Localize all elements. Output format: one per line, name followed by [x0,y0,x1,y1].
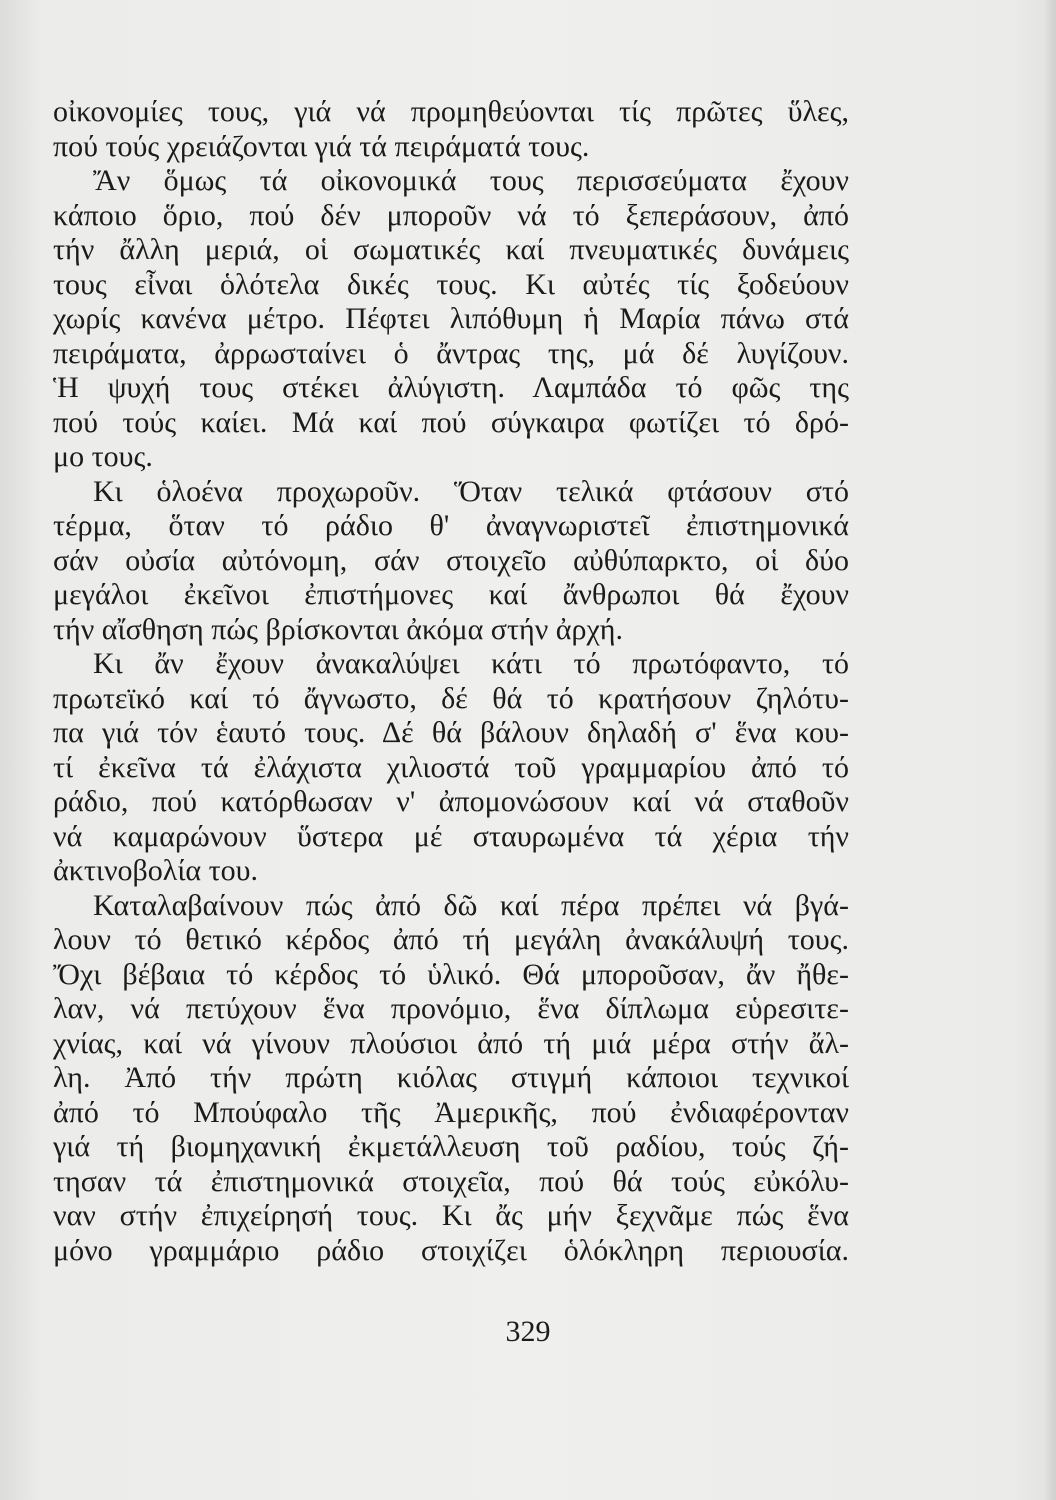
text-line: τί ἐκεῖνα τά ἐλάχιστα χιλιοστά τοῦ γραμμαρίου ἀπό τό [53,750,849,784]
text-line: πειράματα, ἀρρωσταίνει ὁ ἄντρας της, μά δέ λυγίζουν. [53,336,849,370]
text-line: κάποιο ὅριο, πού δέν μποροῦν νά τό ξεπεράσουν, ἀπό [53,198,849,232]
text-line: Ἡ ψυχή τους στέκει ἀλύγιστη. Λαμπάδα τό φῶς της [53,371,849,404]
text-line: ἀκτινοβολία του. [53,854,259,887]
text-line: γιά τή βιομηχανική ἐκμετάλλευση τοῦ ραδίου, τούς ζή- [53,1130,849,1163]
text-line: τήν ἄλλη μεριά, οἱ σωματικές καί πνευματικές δυνάμεις [53,233,849,266]
text-line: μεγάλοι ἐκεῖνοι ἐπιστήμονες καί ἄνθρωποι θά ἔχουν [53,578,849,611]
text-line: οἰκονομίες τους, γιά νά προμηθεύονται τίς πρῶτες ὕλες, [53,95,849,128]
text-line: Κι ὁλοένα προχωροῦν. Ὅταν τελικά φτάσουν στό [93,474,849,508]
text-line: λουν τό θετικό κέρδος ἀπό τή μεγάλη ἀνακάλυψή τους. [53,923,849,956]
text-line: Καταλαβαίνουν πώς ἀπό δῶ καί πέρα πρέπει νά βγά- [93,888,849,922]
text-line: Ἄν ὅμως τά οἰκονομικά τους περισσεύματα ἔχουν [93,164,849,197]
text-line: πα γιά τόν ἑαυτό τους. Δέ θά βάλουν δηλαδή σ' ἕνα κου- [53,716,849,749]
page-number: 329 [505,1315,551,1348]
text-line: τους εἶναι ὁλότελα δικές τους. Κι αὐτές τίς ξοδεύουν [53,267,849,301]
page-edge-shadow [1044,0,1056,1500]
text-line: σάν οὐσία αὐτόνομη, σάν στοιχεῖο αὐθύπαρκτο, οἱ δύο [53,543,849,577]
text-line: μο τους. [53,440,153,473]
text-line: Κι ἄν ἔχουν ἀνακαλύψει κάτι τό πρωτόφαντο, τό [93,647,849,680]
text-line: ράδιο, πού κατόρθωσαν ν' ἀπομονώσουν καί νά σταθοῦν [53,785,849,818]
text-line: τέρμα, ὅταν τό ράδιο θ' ἀναγνωριστεῖ ἐπιστημονικά [53,509,849,542]
text-line: λαν, νά πετύχουν ἕνα προνόμιο, ἕνα δίπλωμα εὑρεσιτε- [53,992,849,1025]
text-line: νά καμαρώνουν ὕστερα μέ σταυρωμένα τά χέρια τήν [53,819,849,853]
text-line: ἀπό τό Μπούφαλο τῆς Ἀμερικῆς, πού ἐνδιαφέρονταν [53,1095,849,1129]
text-line: χωρίς κανένα μέτρο. Πέφτει λιπόθυμη ἡ Μαρία πάνω στά [53,302,849,335]
text-line: ναν στήν ἐπιχείρησή τους. Κι ἄς μήν ξεχνᾶμε πώς ἕνα [53,1199,849,1232]
text-line: πρωτεϊκό καί τό ἄγνωστο, δέ θά τό κρατήσουν ζηλότυ- [53,681,849,715]
text-line: πού τούς χρειάζονται γιά τά πειράματά τους. [53,129,590,163]
text-line: μόνο γραμμάριο ράδιο στοιχίζει ὁλόκληρη περιουσία. [53,1233,849,1267]
text-line: τησαν τά ἐπιστημονικά στοιχεῖα, πού θά τούς εὐκόλυ- [53,1164,849,1198]
text-line: πού τούς καίει. Μά καί πού σύγκαιρα φωτίζει τό δρό- [53,405,849,439]
text-line: λη. Ἀπό τήν πρώτη κιόλας στιγμή κάποιοι τεχνικοί [53,1061,849,1094]
text-line: Ὄχι βέβαια τό κέρδος τό ὑλικό. Θά μποροῦσαν, ἄν ἤθε- [53,957,849,991]
text-line: τήν αἴσθηση πώς βρίσκονται ἀκόμα στήν ἀρχή. [53,612,623,646]
body-text [53,95,849,1268]
text-line: χνίας, καί νά γίνουν πλούσιοι ἀπό τή μιά μέρα στήν ἄλ- [53,1026,849,1060]
